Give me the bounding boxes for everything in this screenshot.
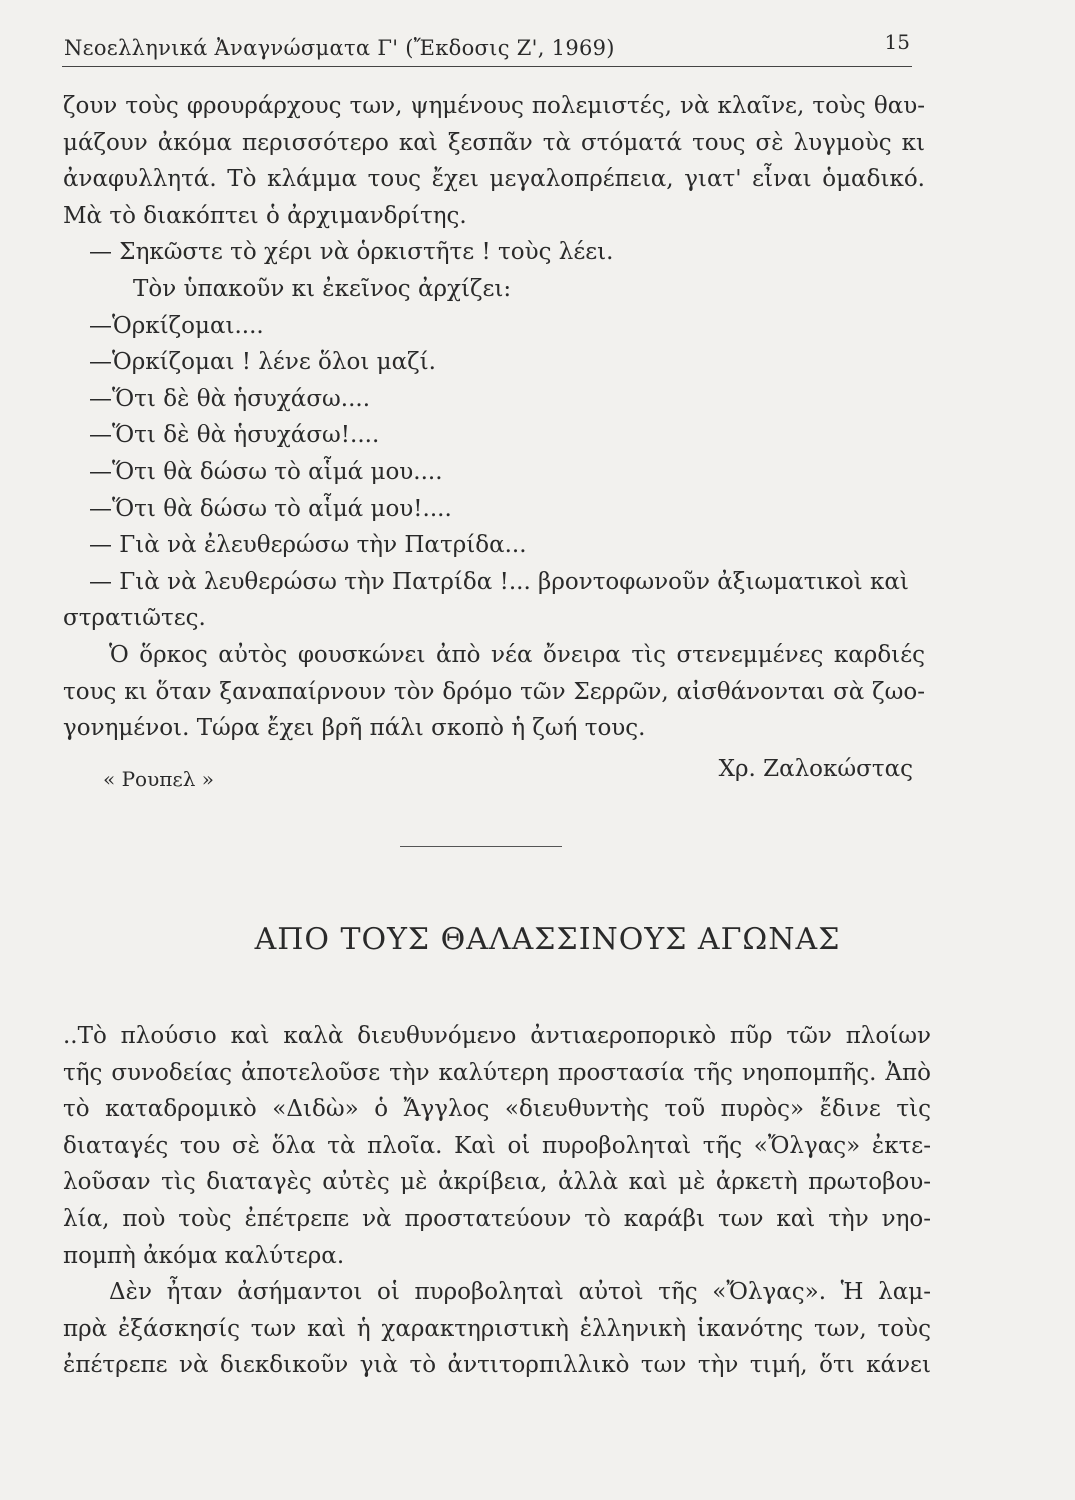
dialogue-line: Τὸν ὑπακοῦν κι ἐκεῖνος ἀρχίζει: [133, 275, 512, 302]
text-line: διαταγές του σὲ ὅλα τὰ πλοῖα. Καὶ οἱ πυροβοληταὶ τῆς «Ὄλγας» ἐκτε- [63, 1132, 931, 1159]
text-line: Ὁ ὅρκος αὐτὸς φουσκώνει ἀπὸ νέα ὄνειρα τὶς στενεμμένες καρδιές [109, 641, 925, 668]
running-header [62, 30, 912, 67]
text-line: τὸ καταδρομικὸ «Διδὼ» ὁ Ἄγγλος «διευθυντὴς τοῦ πυρὸς» ἔδινε τὶς [63, 1096, 931, 1123]
text-line: ἀναφυλλητά. Τὸ κλάμμα τους ἔχει μεγαλοπρέπεια, γιατ' εἶναι ὁμαδικό. [63, 166, 925, 193]
dialogue-line: —Ὁρκίζομαι.... [89, 312, 264, 339]
text-line: ζουν τοὺς φρουράρχους των, ψημένους πολεμιστές, νὰ κλαῖνε, τοὺς θαυ- [63, 93, 925, 119]
text-line: πρὰ ἐξάσκησίς των καὶ ἡ χαρακτηριστικὴ ἑλληνικὴ ἱκανότης των, τοὺς [63, 1315, 931, 1342]
story-excerpt [63, 88, 925, 791]
dialogue-line: —Ὁρκίζομαι ! λένε ὅλοι μαζί. [89, 349, 436, 376]
text-line: πομπὴ ἀκόμα καλύτερα. [63, 1242, 345, 1269]
section-divider [400, 846, 562, 847]
text-line: τους κι ὅταν ξαναπαίρνουν τὸν δρόμο τῶν Σερρῶν, αἰσθάνονται σὰ ζωο- [63, 678, 925, 705]
dialogue-line: —Ὅτι δὲ θὰ ἡσυχάσω.... [89, 385, 371, 412]
dialogue-line: —Ὅτι δὲ θὰ ἡσυχάσω!.... [89, 422, 380, 449]
text-line: τῆς συνοδείας ἀποτελοῦσε τὴν καλύτερη προστασία τῆς νηοπομπῆς. Ἀπὸ [63, 1059, 931, 1086]
text-line: λία, ποὺ τοὺς ἐπέτρεπε νὰ προστατεύουν τὸ καράβι των καὶ τὴν νηο- [63, 1205, 931, 1232]
text-line: μάζουν ἀκόμα περισσότερο καὶ ξεσπᾶν τὰ στόματά τους σὲ λυγμοὺς κι [63, 129, 925, 156]
text-line: Δὲν ἦταν ἀσήμαντοι οἱ πυροβοληταὶ αὐτοὶ τῆς «Ὄλγας». Ἡ λαμ- [109, 1279, 931, 1306]
attribution [63, 751, 925, 791]
dialogue-line: —Ὅτι θὰ δώσω τὸ αἷμά μου.... [89, 458, 443, 485]
dialogue-line: στρατιῶτες. [63, 605, 206, 632]
dialogue-line: — Γιὰ νὰ ἐλευθερώσω τὴν Πατρίδα... [89, 532, 527, 559]
text-line: λοῦσαν τὶς διαταγὲς αὐτὲς μὲ ἀκρίβεια, ἀλλὰ καὶ μὲ ἀρκετὴ πρωτοβου- [63, 1169, 931, 1196]
naval-excerpt [63, 1018, 931, 1384]
text-line: γονημένοι. Τώρα ἔχει βρῆ πάλι σκοπὸ ἡ ζωή τους. [63, 715, 646, 742]
author-name: Χρ. Ζαλοκώστας [718, 755, 913, 782]
source-title: « Ρουπελ » [103, 766, 215, 791]
book-title: Νεοελληνικά Ἀναγνώσματα Γ' (Ἔκδοσις Ζ', 1969) [64, 36, 615, 60]
page-number: 15 [884, 30, 910, 54]
section-heading: ΑΠΟ ΤΟΥΣ ΘΑΛΑΣΣΙΝΟΥΣ ΑΓΩΝΑΣ [254, 922, 841, 957]
dialogue-line: — Σηκῶστε τὸ χέρι νὰ ὁρκιστῆτε ! τοὺς λέει. [89, 239, 614, 266]
text-line: ..Τὸ πλούσιο καὶ καλὰ διευθυνόμενο ἀντιαεροπορικὸ πῦρ τῶν πλοίων [63, 1023, 931, 1049]
text-line: Μὰ τὸ διακόπτει ὁ ἀρχιμανδρίτης. [63, 202, 467, 229]
dialogue-line: — Γιὰ νὰ λευθερώσω τὴν Πατρίδα !... βροντοφωνοῦν ἀξιωματικοὶ καὶ [89, 568, 909, 595]
dialogue-line: —Ὅτι θὰ δώσω τὸ αἷμά μου!.... [89, 495, 452, 522]
text-line: ἐπέτρεπε νὰ διεκδικοῦν γιὰ τὸ ἀντιτορπιλλικὸ των τὴν τιμή, ὅτι κάνει [63, 1352, 931, 1379]
